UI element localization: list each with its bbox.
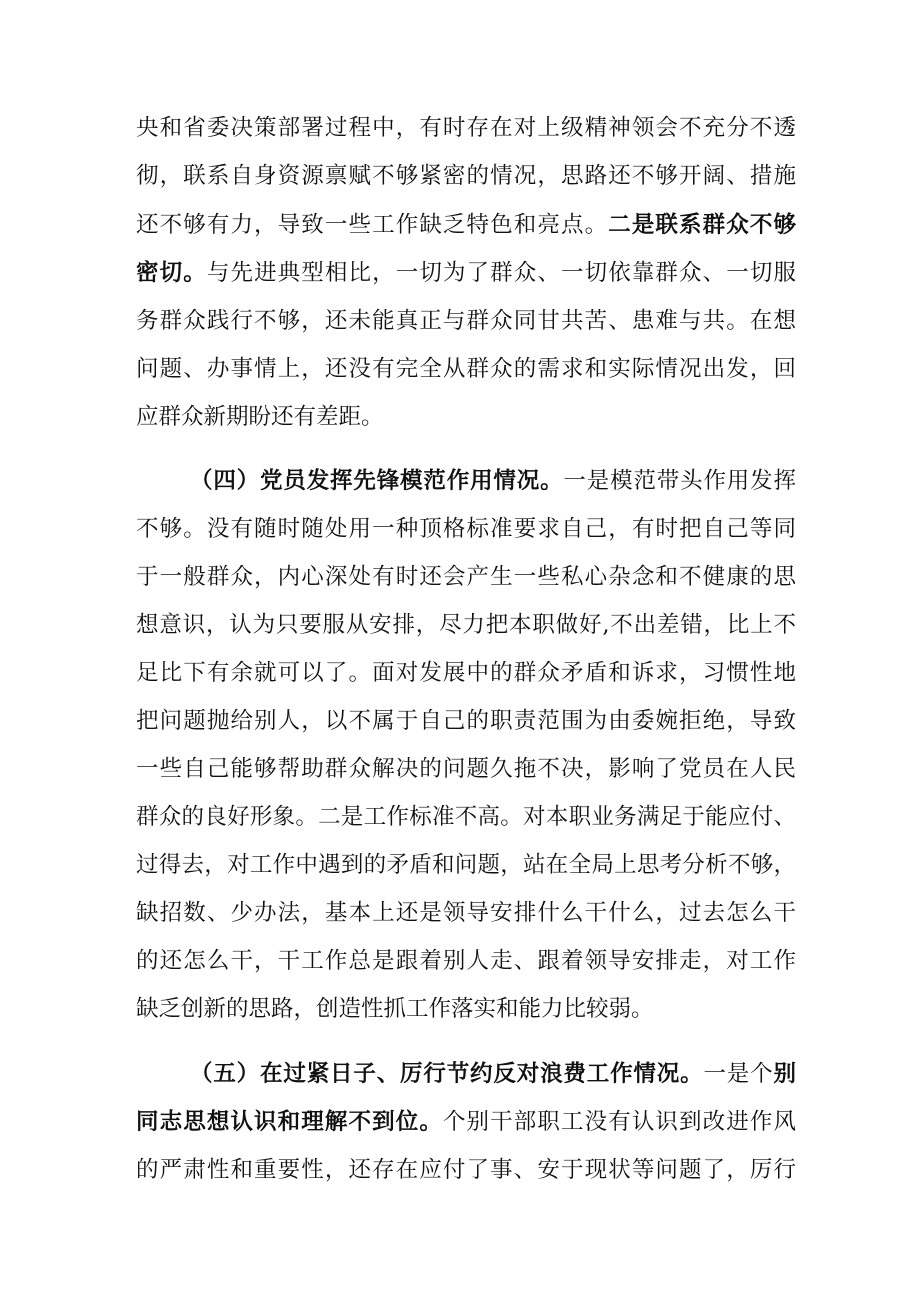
text-line xyxy=(136,557,796,597)
bold-text-run: 别 xyxy=(773,1061,796,1087)
text-line xyxy=(136,108,796,148)
text-line xyxy=(190,1054,796,1094)
text-line xyxy=(136,653,796,693)
text-line xyxy=(136,941,796,981)
text-run: 不够。没有随时随处用一种顶格标准要求自己，有时把自己等同 xyxy=(136,516,796,542)
text-run: 务群众践行不够，还未能真正与群众同甘共苦、患难与共。在想 xyxy=(136,308,796,334)
bold-text-run: （四）党员发挥先锋模范作用情况。 xyxy=(190,468,564,494)
text-run: 缺招数、少办法，基本上还是领导安排什么干什么，过去怎么干 xyxy=(136,900,796,926)
text-run: 足比下有余就可以了。面对发展中的群众矛盾和诉求，习惯性地 xyxy=(136,660,796,686)
text-run: 彻，联系自身资源禀赋不够紧密的情况，思路还不够开阔、措施 xyxy=(136,163,796,189)
text-run: 缺乏创新的思路，创造性抓工作落实和能力比较弱。 xyxy=(136,996,654,1022)
text-run: 问题、办事情上，还没有完全从群众的需求和实际情况出发，回 xyxy=(136,356,796,382)
text-run: 于一般群众，内心深处有时还会产生一些私心杂念和不健康的思 xyxy=(136,564,796,590)
bold-text-run: 二是联系群众不够 xyxy=(608,212,796,238)
text-line xyxy=(136,845,796,885)
text-run: 还不够有力，导致一些工作缺乏特色和亮点。 xyxy=(136,212,609,238)
text-run: 个别干部职工没有认识到改进作风 xyxy=(442,1109,796,1135)
text-line xyxy=(136,605,796,645)
text-line xyxy=(136,301,796,341)
text-line xyxy=(136,701,796,741)
text-run: 一些自己能够帮助群众解决的问题久拖不决，影响了党员在人民 xyxy=(136,756,796,782)
text-line xyxy=(136,893,796,933)
text-line xyxy=(136,253,796,293)
text-line xyxy=(136,1150,796,1190)
bold-text-run: （五）在过紧日子、厉行节约反对浪费工作情况。 xyxy=(190,1061,704,1087)
text-line xyxy=(136,797,796,837)
text-line xyxy=(136,397,796,437)
text-run: 的还怎么干，干工作总是跟着别人走、跟着领导安排走，对工作 xyxy=(136,948,796,974)
text-run: 一是模范带头作用发挥 xyxy=(563,468,796,494)
text-line xyxy=(136,509,796,549)
text-line xyxy=(136,349,796,389)
text-run: 的严肃性和重要性，还存在应付了事、安于现状等问题了，厉行 xyxy=(136,1157,796,1183)
bold-text-run: 密切。 xyxy=(136,260,207,286)
text-line xyxy=(136,205,796,245)
text-run: 把问题抛给别人，以不属于自己的职责范围为由委婉拒绝，导致 xyxy=(136,708,796,734)
text-run: 央和省委决策部署过程中，有时存在对上级精神领会不充分不透 xyxy=(136,115,796,141)
bold-text-run: 同志思想认识和理解不到位。 xyxy=(136,1109,443,1135)
text-line xyxy=(136,989,796,1029)
text-line xyxy=(136,1102,796,1142)
text-run: 应群众新期盼还有差距。 xyxy=(136,404,384,430)
text-run: 过得去，对工作中遇到的矛盾和问题，站在全局上思考分析不够， xyxy=(136,852,796,878)
text-run: 与先进典型相比，一切为了群众、一切依靠群众、一切服 xyxy=(206,260,796,286)
text-run: 想意识，认为只要服从安排，尽力把本职做好,不出差错，比上不 xyxy=(136,612,796,638)
text-run: 一是个 xyxy=(703,1061,774,1087)
text-line xyxy=(190,461,796,501)
text-line xyxy=(136,156,796,196)
text-run: 群众的良好形象。二是工作标准不高。对本职业务满足于能应付、 xyxy=(136,804,796,830)
text-line xyxy=(136,749,796,789)
